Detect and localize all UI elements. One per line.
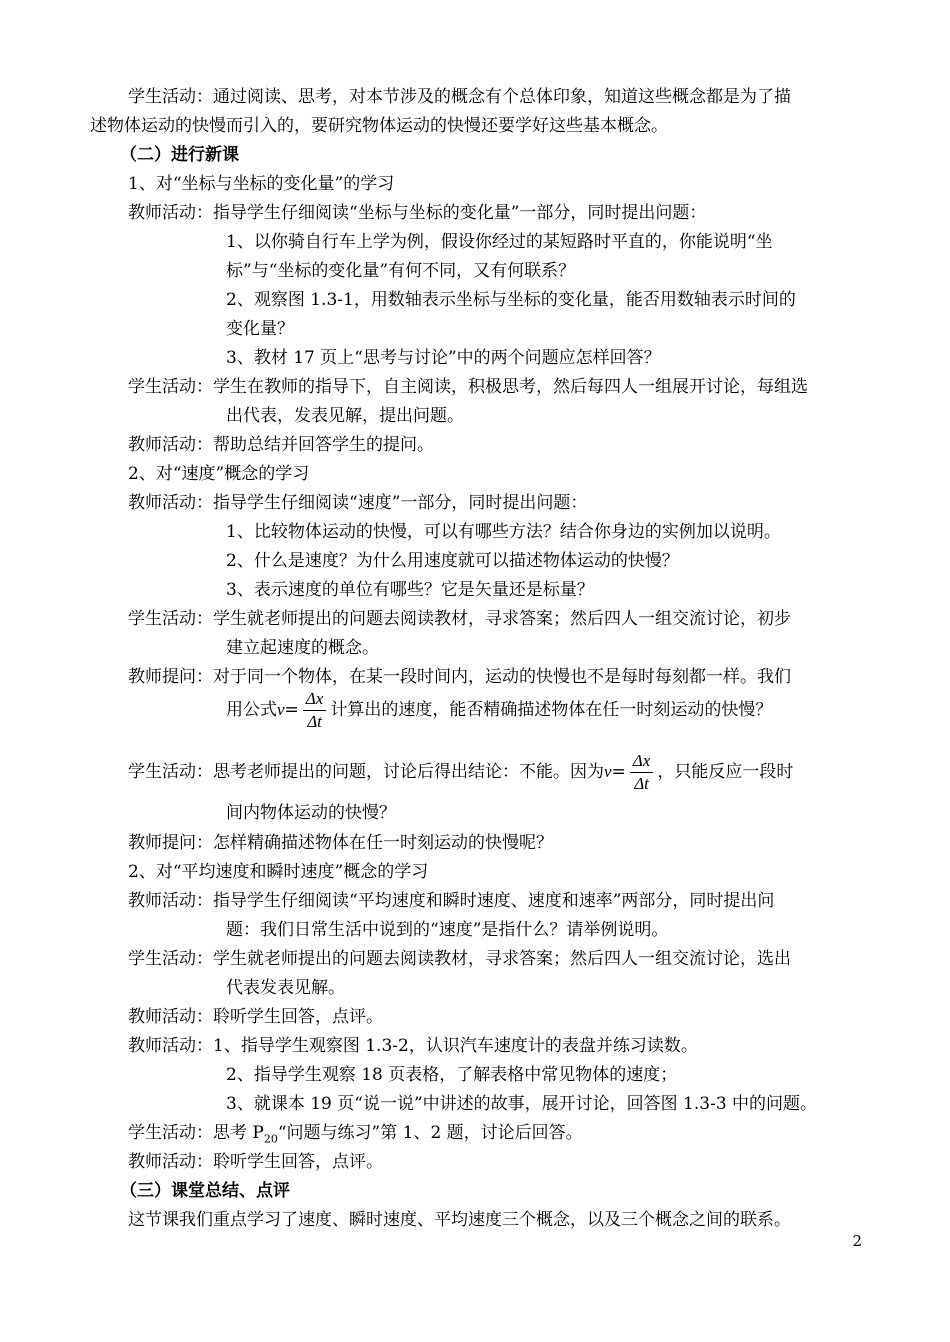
formula-fraction	[303, 688, 327, 733]
fraction-denominator: Δt	[307, 712, 322, 731]
formula-lhs: v	[604, 762, 612, 781]
text-segment: 学生活动：思考老师提出的问题，讨论后得出结论：不能。因为	[128, 762, 604, 782]
paragraph-line: 学生活动：学生就老师提出的问题去阅读教材，寻求答案；然后四人一组交流讨论，选出	[128, 949, 791, 969]
paragraph-line: 代表发表见解。	[226, 978, 345, 998]
subsection-heading: 2、对“平均速度和瞬时速度”概念的学习	[128, 862, 429, 882]
paragraph-line: 教师活动：聆听学生回答，点评。	[128, 1152, 383, 1172]
paragraph-line: 教师活动：帮助总结并回答学生的提问。	[128, 435, 434, 455]
fraction-numerator: Δx	[630, 750, 654, 773]
formula-line	[226, 688, 772, 733]
paragraph-line: 教师活动：指导学生仔细阅读“速度”一部分，同时提出问题：	[128, 493, 588, 513]
question-line: 2、指导学生观察 18 页表格，了解表格中常见物体的速度；	[226, 1065, 678, 1085]
question-line: 变化量？	[226, 319, 294, 339]
formula-eq: =	[284, 700, 299, 720]
fraction-denominator: Δt	[634, 774, 649, 793]
paragraph-line: 教师活动：聆听学生回答，点评。	[128, 1007, 383, 1027]
paragraph-line: 建立起速度的概念。	[226, 638, 379, 658]
section-heading: （二）进行新课	[120, 145, 239, 165]
subsection-heading: 2、对“速度”概念的学习	[128, 464, 310, 484]
paragraph-line: 出代表，发表见解，提出问题。	[226, 406, 464, 426]
paragraph-line: 题：我们日常生活中说到的“速度”是指什么？请举例说明。	[226, 920, 669, 940]
paragraph-line: 述物体运动的快慢而引入的，要研究物体运动的快慢还要学好这些基本概念。	[90, 116, 668, 136]
fraction-numerator: Δx	[303, 688, 327, 711]
paragraph-line: 教师活动：指导学生仔细阅读“平均速度和瞬时速度、速度和速率”两部分，同时提出问	[128, 891, 775, 911]
paragraph-line: 学生活动：学生在教师的指导下，自主阅读，积极思考，然后每四人一组展开讨论，每组选	[128, 377, 808, 397]
formula-lhs: v	[277, 700, 285, 719]
text-segment: 学生活动：思考 P	[128, 1123, 264, 1143]
page-number: 2	[852, 1232, 862, 1250]
paragraph-line: 学生活动：学生就老师提出的问题去阅读教材，寻求答案；然后四人一组交流讨论，初步	[128, 609, 791, 629]
paragraph-line: 教师活动：指导学生仔细阅读“坐标与坐标的变化量”一部分，同时提出问题：	[128, 203, 707, 223]
paragraph-line: 学生活动：通过阅读、思考，对本节涉及的概念有个总体印象，知道这些概念都是为了描	[128, 87, 791, 107]
question-line: 标”与“坐标的变化量”有何不同，又有何联系？	[226, 261, 576, 281]
paragraph-line: 间内物体运动的快慢？	[226, 803, 396, 823]
paragraph-line: 这节课我们重点学习了速度、瞬时速度、平均速度三个概念，以及三个概念之间的联系。	[128, 1210, 791, 1230]
paragraph-line: 教师提问：对于同一个物体，在某一段时间内，运动的快慢也不是每时每刻都一样。我们	[128, 667, 791, 687]
question-line: 3、教材 17 页上“思考与讨论”中的两个问题应怎样回答？	[226, 348, 661, 368]
question-line: 2、什么是速度？为什么用速度就可以描述物体运动的快慢？	[226, 551, 679, 571]
subscript: 20	[263, 1132, 278, 1146]
question-line: 3、表示速度的单位有哪些？它是矢量还是标量？	[226, 580, 594, 600]
text-segment: 计算出的速度，能否精确描述物体在任一时刻运动的快慢？	[330, 700, 773, 720]
paragraph-line: 教师活动：1、指导学生观察图 1.3-2，认识汽车速度计的表盘并练习读数。	[128, 1036, 698, 1056]
text-segment: “问题与练习”第 1、2 题，讨论后回答。	[277, 1123, 583, 1143]
subsection-heading: 1、对“坐标与坐标的变化量”的学习	[128, 174, 395, 194]
formula-fraction	[630, 750, 654, 795]
paragraph-line: 教师提问：怎样精确描述物体在任一时刻运动的快慢呢？	[128, 833, 553, 853]
question-line: 2、观察图 1.3-1，用数轴表示坐标与坐标的变化量，能否用数轴表示时间的	[226, 290, 796, 310]
paragraph-line	[128, 1122, 583, 1150]
text-segment: ，只能反应一段时	[657, 762, 794, 782]
formula-eq: =	[611, 762, 626, 782]
question-line: 1、比较物体运动的快慢，可以有哪些方法？结合你身边的实例加以说明。	[226, 522, 781, 542]
section-heading: （三）课堂总结、点评	[120, 1181, 290, 1201]
question-line: 3、就课本 19 页“说一说”中讲述的故事，展开讨论，回答图 1.3-3 中的问题。	[226, 1094, 818, 1114]
text-segment: 用公式	[226, 700, 277, 720]
formula-line	[128, 750, 793, 795]
question-line: 1、以你骑自行车上学为例，假设你经过的某短路时平直的，你能说明“坐	[226, 232, 773, 252]
